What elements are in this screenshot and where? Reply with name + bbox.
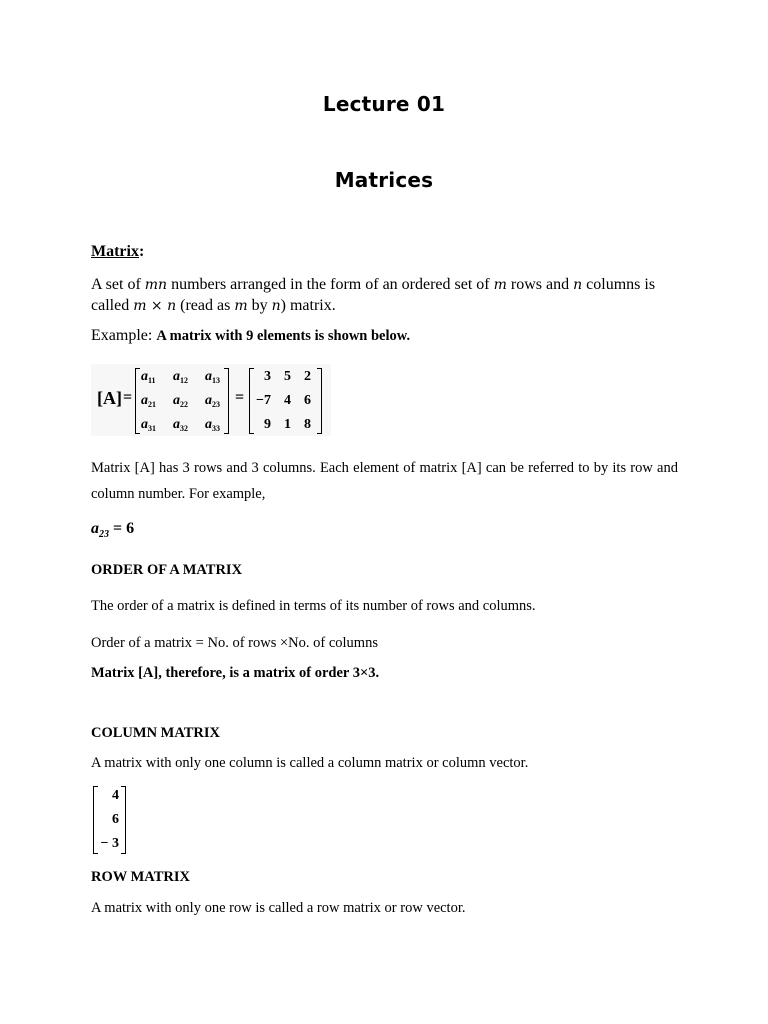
matrix-element-a31 — [141, 417, 156, 433]
right-bracket — [317, 368, 322, 434]
text-run: ) matrix. — [280, 297, 336, 314]
element-base: a — [91, 520, 99, 537]
math-m-by-n: m × n — [133, 298, 177, 314]
matrix-value-r2c1: −7 — [256, 393, 271, 408]
column-matrix-heading: COLUMN MATRIX — [91, 725, 221, 741]
math-m: m — [234, 298, 248, 314]
matrix-equals-2: = — [235, 389, 245, 406]
math-mn: mn — [144, 277, 168, 293]
matrix-element-a11 — [141, 369, 156, 385]
text-run: rows and — [506, 276, 574, 293]
lecture-title: Lecture 01 — [322, 92, 446, 116]
element-base: a — [173, 369, 180, 384]
element-subscript: 21 — [148, 400, 156, 409]
right-bracket — [224, 368, 229, 434]
matrix-lhs: [A] — [97, 388, 122, 408]
element-base: a — [205, 393, 212, 408]
example-line — [91, 327, 410, 345]
element-subscript: 11 — [148, 376, 156, 385]
order-formula: Order of a matrix = No. of rows ×No. of columns — [91, 635, 378, 651]
column-value-2: 6 — [112, 812, 119, 827]
element-value: = 6 — [109, 520, 135, 537]
matrix-element-a21 — [141, 393, 156, 409]
element-base: a — [141, 417, 148, 432]
matrix-heading — [91, 243, 144, 261]
text-run: by — [247, 297, 272, 314]
example-label: Example: — [91, 327, 157, 344]
element-subscript: 12 — [180, 376, 188, 385]
matrix-element-a13 — [205, 369, 220, 385]
matrix-value-r1c1: 3 — [264, 369, 271, 384]
element-base: a — [141, 393, 148, 408]
element-base: a — [173, 393, 180, 408]
row-matrix-definition: A matrix with only one row is called a row matrix or row vector. — [91, 900, 466, 916]
matrix-value-r2c2: 4 — [284, 393, 291, 408]
matrix-figure — [91, 364, 331, 436]
matrix-element-a33 — [205, 417, 220, 433]
topic-title: Matrices — [334, 168, 434, 192]
text-run: numbers arranged in the form of an ordered set of — [167, 276, 494, 293]
column-matrix-example — [91, 784, 131, 856]
matrix-heading-colon: : — [138, 243, 145, 260]
matrix-value-r1c3: 2 — [304, 369, 311, 384]
math-m: m — [493, 277, 507, 293]
order-conclusion: Matrix [A], therefore, is a matrix of order 3×3. — [91, 665, 380, 681]
element-example — [91, 520, 134, 540]
matrix-element-a23 — [205, 393, 220, 409]
matrix-heading-text: Matrix — [91, 243, 139, 260]
example-bold-text: A matrix with 9 elements is shown below. — [156, 328, 411, 344]
column-value-3: − 3 — [100, 836, 119, 851]
text-run: (read as — [176, 297, 235, 314]
element-subscript: 23 — [212, 400, 220, 409]
column-matrix-definition: A matrix with only one column is called a column matrix or column vector. — [91, 755, 529, 771]
order-heading: ORDER OF A MATRIX — [91, 562, 243, 578]
matrix-element-a12 — [173, 369, 188, 385]
matrix-value-r3c1: 9 — [264, 417, 271, 432]
element-base: a — [173, 417, 180, 432]
element-base: a — [141, 369, 148, 384]
element-subscript: 33 — [212, 424, 220, 433]
math-n: n — [271, 298, 281, 314]
left-bracket — [135, 368, 140, 434]
element-base: a — [205, 369, 212, 384]
column-value-1: 4 — [112, 788, 119, 803]
matrix-value-r2c3: 6 — [304, 393, 311, 408]
right-bracket — [121, 786, 126, 854]
matrix-value-r3c3: 8 — [304, 417, 311, 432]
math-n: n — [573, 277, 583, 293]
text-run: called — [91, 297, 134, 314]
row-matrix-heading: ROW MATRIX — [91, 869, 190, 885]
element-subscript: 31 — [148, 424, 156, 433]
matrix-value-r1c2: 5 — [284, 369, 291, 384]
element-subscript: 23 — [99, 529, 109, 541]
matrix-definition-line1 — [91, 274, 655, 296]
matrix-element-a22 — [173, 393, 188, 409]
matrix-equals-1: = — [123, 389, 133, 406]
matrix-definition-line2 — [91, 295, 336, 317]
element-base: a — [205, 417, 212, 432]
element-subscript: 13 — [212, 376, 220, 385]
element-subscript: 32 — [180, 424, 188, 433]
matrix-value-r3c2: 1 — [284, 417, 291, 432]
text-run: A set of — [91, 276, 145, 293]
order-definition: The order of a matrix is defined in terms of its number of rows and columns. — [91, 598, 536, 614]
rows-columns-paragraph: Matrix [A] has 3 rows and 3 columns. Each element of matrix [A] can be referred to by its row and column number. For example, — [91, 460, 678, 502]
matrix-element-a32 — [173, 417, 188, 433]
element-subscript: 22 — [180, 400, 188, 409]
text-run: columns is — [582, 276, 656, 293]
